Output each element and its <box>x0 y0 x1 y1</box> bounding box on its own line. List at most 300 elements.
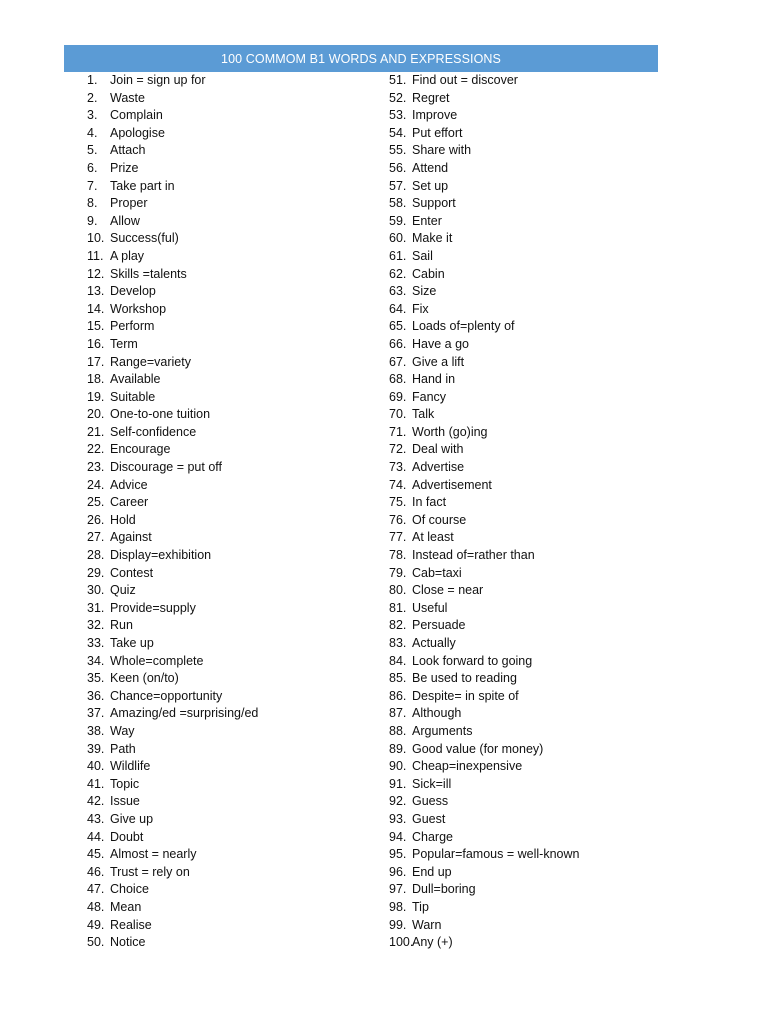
list-item <box>389 881 579 899</box>
item-number: 16. <box>87 336 105 351</box>
list-item <box>87 705 258 723</box>
item-text: Path <box>110 741 136 756</box>
item-number: 32. <box>87 618 105 633</box>
list-item <box>389 125 579 143</box>
item-number: 13. <box>87 284 105 299</box>
item-text: Cab=taxi <box>412 565 462 580</box>
item-text: Advice <box>110 477 148 492</box>
item-number: 100. <box>389 935 414 950</box>
list-item <box>87 424 258 442</box>
item-text: Improve <box>412 108 458 123</box>
list-item <box>87 477 258 495</box>
list-item <box>87 336 258 354</box>
item-text: Proper <box>110 196 148 211</box>
item-number: 91. <box>389 776 407 791</box>
item-number: 77. <box>389 530 407 545</box>
item-text: Fancy <box>412 389 447 404</box>
item-text: Be used to reading <box>412 671 517 686</box>
list-item <box>87 881 258 899</box>
item-text: Success(ful) <box>110 231 179 246</box>
item-number: 43. <box>87 811 105 826</box>
item-number: 95. <box>389 847 407 862</box>
item-number: 50. <box>87 935 105 950</box>
item-number: 81. <box>389 600 407 615</box>
list-item <box>87 934 258 952</box>
list-item <box>87 811 258 829</box>
item-text: Whole=complete <box>110 653 204 668</box>
list-item <box>87 494 258 512</box>
item-text: Dull=boring <box>412 882 476 897</box>
list-item <box>389 529 579 547</box>
item-number: 8. <box>87 196 98 211</box>
item-text: Topic <box>110 776 140 791</box>
item-text: Take up <box>110 636 154 650</box>
item-number: 93. <box>389 811 407 826</box>
item-number: 72. <box>389 442 407 457</box>
item-number: 53. <box>389 108 407 123</box>
item-text: Guest <box>412 811 446 826</box>
list-item <box>87 917 258 935</box>
item-text: At least <box>412 530 454 545</box>
item-number: 10. <box>87 231 105 246</box>
list-item <box>389 371 579 389</box>
item-number: 9. <box>87 213 98 228</box>
item-text: Worth (go)ing <box>412 424 488 439</box>
item-number: 3. <box>87 108 98 123</box>
item-text: Attend <box>412 160 449 175</box>
item-text: Keen (on/to) <box>110 671 179 686</box>
word-list-left <box>87 72 258 952</box>
item-number: 89. <box>389 741 407 756</box>
item-text: End up <box>412 864 452 879</box>
list-item <box>389 758 579 776</box>
item-text: Apologise <box>110 125 165 140</box>
item-number: 88. <box>389 723 407 738</box>
item-text: Enter <box>412 213 442 228</box>
list-item <box>87 512 258 530</box>
item-text: Advertise <box>412 460 465 475</box>
item-text: Trust = rely on <box>110 864 190 879</box>
item-text: Regret <box>412 90 450 105</box>
list-item <box>87 899 258 917</box>
item-text: Useful <box>412 600 448 615</box>
item-number: 54. <box>389 125 407 140</box>
list-item <box>87 371 258 389</box>
item-text: Attach <box>110 143 146 158</box>
item-number: 99. <box>389 917 407 932</box>
list-item <box>87 125 258 143</box>
list-item <box>389 635 579 653</box>
list-item <box>389 406 579 424</box>
item-text: Although <box>412 706 462 721</box>
item-number: 87. <box>389 706 407 721</box>
list-item <box>87 213 258 231</box>
item-text: Set up <box>412 178 449 193</box>
item-text: Allow <box>110 213 140 228</box>
item-number: 55. <box>389 143 407 158</box>
item-text: Way <box>110 723 135 738</box>
item-text: Find out = discover <box>412 73 518 87</box>
list-item <box>389 477 579 495</box>
item-text: Support <box>412 196 456 211</box>
list-item <box>87 72 258 90</box>
item-number: 18. <box>87 372 105 387</box>
item-number: 45. <box>87 847 105 862</box>
item-text: Suitable <box>110 389 156 404</box>
item-number: 35. <box>87 671 105 686</box>
item-number: 69. <box>389 389 407 404</box>
list-item <box>389 266 579 284</box>
list-item <box>389 864 579 882</box>
list-item <box>389 195 579 213</box>
list-item <box>389 318 579 336</box>
item-number: 23. <box>87 460 105 475</box>
list-item <box>87 600 258 618</box>
item-text: Available <box>110 372 161 387</box>
list-item <box>87 230 258 248</box>
item-number: 73. <box>389 460 407 475</box>
item-number: 6. <box>87 160 98 175</box>
list-item <box>87 670 258 688</box>
item-text: Prize <box>110 160 139 175</box>
document-title: 100 COMMOM B1 WORDS AND EXPRESSIONS <box>64 45 658 72</box>
list-item <box>87 283 258 301</box>
item-number: 41. <box>87 776 105 791</box>
item-number: 27. <box>87 530 105 545</box>
list-item <box>87 441 258 459</box>
item-text: Develop <box>110 284 156 299</box>
list-item <box>87 741 258 759</box>
list-item <box>389 565 579 583</box>
item-number: 57. <box>389 178 407 193</box>
list-item <box>87 829 258 847</box>
item-number: 82. <box>389 618 407 633</box>
item-text: Join = sign up for <box>110 73 206 87</box>
item-text: Charge <box>412 829 453 844</box>
item-number: 97. <box>389 882 407 897</box>
item-number: 65. <box>389 319 407 334</box>
item-text: Take part in <box>110 178 175 193</box>
item-text: Contest <box>110 565 154 580</box>
list-item <box>87 354 258 372</box>
item-number: 47. <box>87 882 105 897</box>
item-text: Close = near <box>412 583 484 598</box>
item-text: Give up <box>110 811 154 826</box>
list-item <box>87 107 258 125</box>
item-text: Tip <box>412 899 429 914</box>
item-text: Amazing/ed =surprising/ed <box>110 706 259 721</box>
list-item <box>389 582 579 600</box>
list-item <box>389 142 579 160</box>
list-item <box>389 230 579 248</box>
item-number: 12. <box>87 266 105 281</box>
list-item <box>87 758 258 776</box>
item-number: 70. <box>389 407 407 422</box>
item-text: Look forward to going <box>412 653 533 668</box>
item-text: A play <box>110 248 145 263</box>
list-item <box>87 301 258 319</box>
item-number: 92. <box>389 794 407 809</box>
list-item <box>389 213 579 231</box>
list-item <box>389 512 579 530</box>
list-item <box>87 547 258 565</box>
item-number: 75. <box>389 495 407 510</box>
item-number: 42. <box>87 794 105 809</box>
list-item <box>389 776 579 794</box>
list-item <box>389 336 579 354</box>
list-item <box>389 283 579 301</box>
list-item <box>87 688 258 706</box>
item-number: 36. <box>87 688 105 703</box>
item-text: Mean <box>110 899 142 914</box>
item-text: Size <box>412 284 437 299</box>
list-item <box>389 459 579 477</box>
item-number: 49. <box>87 917 105 932</box>
item-text: Wildlife <box>110 759 151 774</box>
item-number: 46. <box>87 864 105 879</box>
item-text: Issue <box>110 794 140 809</box>
item-number: 78. <box>389 548 407 563</box>
list-item <box>87 160 258 178</box>
list-item <box>389 846 579 864</box>
item-text: Deal with <box>412 442 464 457</box>
item-text: Persuade <box>412 618 466 633</box>
item-number: 66. <box>389 336 407 351</box>
item-number: 37. <box>87 706 105 721</box>
list-item <box>389 424 579 442</box>
item-number: 5. <box>87 143 98 158</box>
item-number: 83. <box>389 636 407 650</box>
item-number: 62. <box>389 266 407 281</box>
item-number: 58. <box>389 196 407 211</box>
list-item <box>389 547 579 565</box>
item-number: 34. <box>87 653 105 668</box>
item-number: 28. <box>87 548 105 563</box>
item-text: Quiz <box>110 583 136 598</box>
item-number: 15. <box>87 319 105 334</box>
item-number: 20. <box>87 407 105 422</box>
list-item <box>87 459 258 477</box>
item-text: Hold <box>110 512 136 527</box>
item-number: 48. <box>87 899 105 914</box>
item-text: Run <box>110 618 133 633</box>
item-number: 30. <box>87 583 105 598</box>
item-number: 90. <box>389 759 407 774</box>
list-item <box>87 406 258 424</box>
item-number: 61. <box>389 248 407 263</box>
list-item <box>389 354 579 372</box>
item-number: 2. <box>87 90 98 105</box>
item-text: Loads of=plenty of <box>412 319 515 334</box>
item-text: Any (+) <box>412 935 453 950</box>
item-text: Waste <box>110 90 145 105</box>
item-number: 79. <box>389 565 407 580</box>
word-list-right <box>389 72 579 952</box>
item-text: Give a lift <box>412 354 465 369</box>
list-item <box>389 899 579 917</box>
item-number: 76. <box>389 512 407 527</box>
item-number: 64. <box>389 301 407 316</box>
list-item <box>87 635 258 653</box>
list-item <box>389 793 579 811</box>
list-item <box>389 494 579 512</box>
item-text: Term <box>110 336 138 351</box>
item-text: Self-confidence <box>110 424 197 439</box>
list-item <box>389 107 579 125</box>
list-item <box>389 705 579 723</box>
item-text: Range=variety <box>110 354 191 369</box>
item-number: 59. <box>389 213 407 228</box>
item-number: 26. <box>87 512 105 527</box>
item-number: 1. <box>87 73 98 87</box>
item-text: Display=exhibition <box>110 548 212 563</box>
item-number: 98. <box>389 899 407 914</box>
item-text: Arguments <box>412 723 473 738</box>
item-text: Sail <box>412 248 433 263</box>
item-text: Sick=ill <box>412 776 452 791</box>
item-number: 11. <box>87 248 104 263</box>
list-item <box>389 178 579 196</box>
item-text: Chance=opportunity <box>110 688 223 703</box>
list-item <box>87 565 258 583</box>
item-text: Against <box>110 530 152 545</box>
list-item <box>87 776 258 794</box>
list-item <box>87 90 258 108</box>
item-text: Almost = nearly <box>110 847 197 862</box>
item-number: 17. <box>87 354 105 369</box>
item-number: 22. <box>87 442 105 457</box>
list-item <box>87 723 258 741</box>
item-number: 84. <box>389 653 407 668</box>
item-text: Cabin <box>412 266 445 281</box>
list-item <box>389 723 579 741</box>
item-text: Actually <box>412 636 456 650</box>
item-text: Fix <box>412 301 429 316</box>
item-text: Cheap=inexpensive <box>412 759 523 774</box>
item-number: 94. <box>389 829 407 844</box>
item-number: 40. <box>87 759 105 774</box>
item-text: Advertisement <box>412 477 492 492</box>
item-number: 71. <box>389 424 407 439</box>
list-item <box>389 653 579 671</box>
item-text: Career <box>110 495 149 510</box>
list-item <box>389 688 579 706</box>
item-number: 80. <box>389 583 407 598</box>
item-number: 7. <box>87 178 98 193</box>
item-number: 29. <box>87 565 105 580</box>
item-text: Discourage = put off <box>110 460 222 475</box>
list-item <box>87 266 258 284</box>
item-number: 14. <box>87 301 105 316</box>
list-item <box>389 811 579 829</box>
list-item <box>389 248 579 266</box>
list-item <box>389 90 579 108</box>
list-item <box>87 318 258 336</box>
item-text: Perform <box>110 319 155 334</box>
list-item <box>87 142 258 160</box>
item-number: 68. <box>389 372 407 387</box>
item-text: Of course <box>412 512 467 527</box>
item-text: Hand in <box>412 372 456 387</box>
item-number: 38. <box>87 723 105 738</box>
item-text: One-to-one tuition <box>110 407 211 422</box>
item-number: 31. <box>87 600 105 615</box>
item-text: Doubt <box>110 829 144 844</box>
item-number: 21. <box>87 424 105 439</box>
list-item <box>389 917 579 935</box>
item-text: Provide=supply <box>110 600 196 615</box>
list-item <box>87 178 258 196</box>
item-text: Put effort <box>412 125 463 140</box>
item-number: 63. <box>389 284 407 299</box>
list-item <box>87 617 258 635</box>
item-number: 44. <box>87 829 105 844</box>
item-number: 52. <box>389 90 407 105</box>
item-text: Encourage <box>110 442 171 457</box>
item-text: In fact <box>412 495 447 510</box>
item-text: Realise <box>110 917 152 932</box>
item-text: Share with <box>412 143 472 158</box>
list-item <box>389 160 579 178</box>
list-item <box>87 864 258 882</box>
list-item <box>389 617 579 635</box>
list-item <box>389 670 579 688</box>
list-item <box>87 389 258 407</box>
item-text: Warn <box>412 917 442 932</box>
list-item <box>87 248 258 266</box>
item-number: 86. <box>389 688 407 703</box>
item-number: 96. <box>389 864 407 879</box>
item-text: Despite= in spite of <box>412 688 519 703</box>
item-number: 4. <box>87 125 98 140</box>
item-number: 51. <box>389 73 407 87</box>
item-text: Notice <box>110 935 146 950</box>
list-item <box>87 195 258 213</box>
list-item <box>389 600 579 618</box>
list-item <box>389 441 579 459</box>
item-number: 85. <box>389 671 407 686</box>
list-item <box>389 301 579 319</box>
item-number: 60. <box>389 231 407 246</box>
item-text: Have a go <box>412 336 469 351</box>
list-item <box>389 829 579 847</box>
item-text: Talk <box>412 407 435 422</box>
list-item <box>389 72 579 90</box>
item-text: Choice <box>110 882 149 897</box>
list-item <box>389 934 579 952</box>
item-text: Skills =talents <box>110 266 187 281</box>
list-item <box>87 653 258 671</box>
item-number: 25. <box>87 495 105 510</box>
item-text: Instead of=rather than <box>412 548 535 563</box>
list-item <box>87 582 258 600</box>
item-number: 33. <box>87 636 105 650</box>
item-number: 39. <box>87 741 105 756</box>
list-item <box>87 846 258 864</box>
list-item <box>87 793 258 811</box>
item-text: Complain <box>110 108 163 123</box>
item-number: 19. <box>87 389 105 404</box>
item-text: Workshop <box>110 301 167 316</box>
item-number: 24. <box>87 477 105 492</box>
item-number: 67. <box>389 354 407 369</box>
list-item <box>389 389 579 407</box>
item-text: Make it <box>412 231 453 246</box>
item-text: Popular=famous = well-known <box>412 847 580 862</box>
list-item <box>389 741 579 759</box>
item-text: Good value (for money) <box>412 741 544 756</box>
item-number: 74. <box>389 477 407 492</box>
